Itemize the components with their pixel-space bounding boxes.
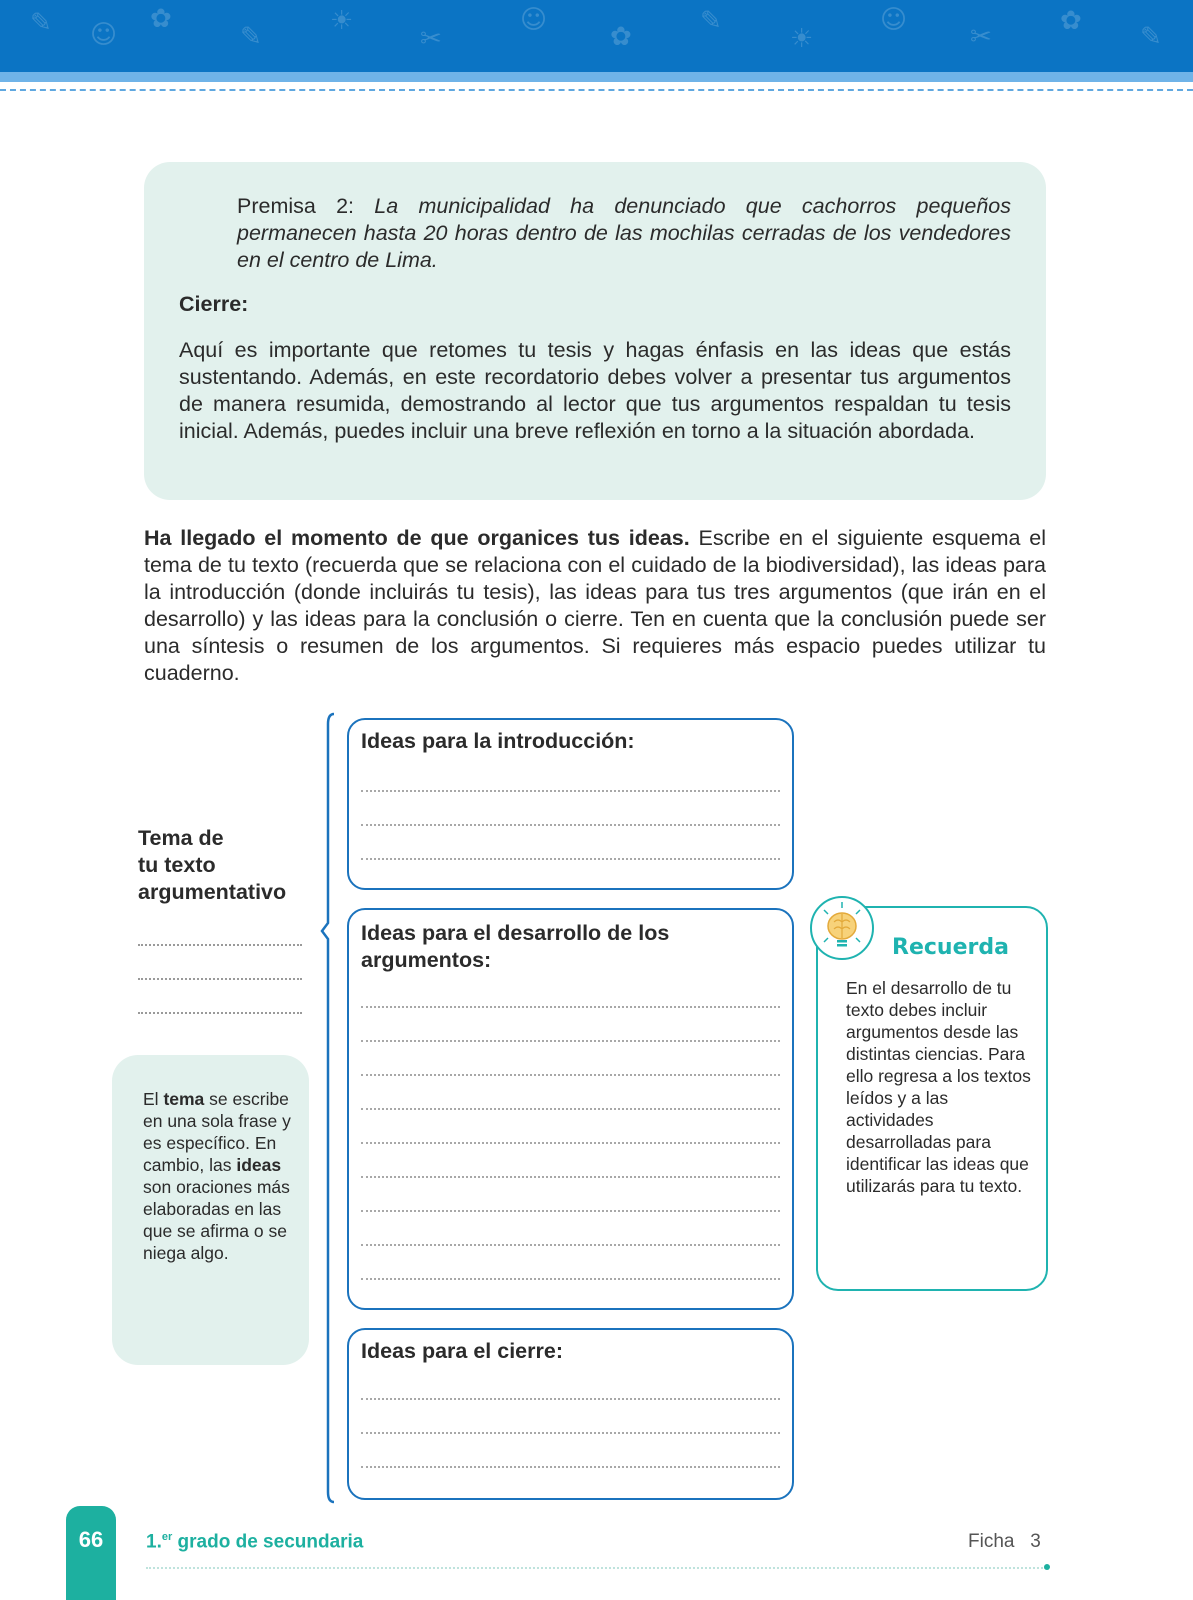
cierre-body: Aquí es importante que retomes tu tesis y hagas énfasis en las ideas que estás sustentando. Además, en este recordatorio debes volver a presentar tus argumentos de manera resumida, demostrando al lector que tus argumentos respaldan tu tesis inicial. Además, puedes incluir una breve reflexión en torno a la situación abordada. bbox=[179, 338, 1011, 443]
tip-text-part: son oraciones más elaboradas en las que se afirma o se niega algo. bbox=[143, 1177, 290, 1263]
doodle-icon: ☀ bbox=[790, 24, 814, 54]
header-banner bbox=[0, 0, 1193, 72]
tip-bold-ideas: ideas bbox=[236, 1155, 282, 1175]
cierre-write-line[interactable] bbox=[361, 1466, 780, 1468]
intro-write-line[interactable] bbox=[361, 824, 780, 826]
desarrollo-write-line[interactable] bbox=[361, 1244, 780, 1246]
grade-label bbox=[146, 1531, 363, 1553]
tip-text-part: se escribe en una sola frase y es específico. En cambio, las bbox=[143, 1089, 291, 1175]
doodle-icon: ✂ bbox=[970, 22, 992, 52]
doodle-icon: ☺ bbox=[90, 20, 118, 50]
desarrollo-write-line[interactable] bbox=[361, 1142, 780, 1144]
desarrollo-panel bbox=[347, 908, 794, 1310]
grade-number: 1. bbox=[146, 1531, 162, 1553]
intro-panel-title: Ideas para la introducción: bbox=[361, 729, 635, 753]
doodle-icon: ☺ bbox=[880, 5, 908, 35]
cierre-write-line[interactable] bbox=[361, 1432, 780, 1434]
desarrollo-write-line[interactable] bbox=[361, 1040, 780, 1042]
intro-panel bbox=[347, 718, 794, 890]
cierre-panel-title: Ideas para el cierre: bbox=[361, 1339, 563, 1363]
desarrollo-write-line[interactable] bbox=[361, 1278, 780, 1280]
cierre-panel bbox=[347, 1328, 794, 1500]
footer-divider bbox=[146, 1567, 1046, 1569]
footer-dot bbox=[1044, 1564, 1050, 1570]
grade-suffix: er bbox=[161, 1531, 173, 1543]
instructions-bold: Ha llegado el momento de que organices tus ideas. bbox=[144, 526, 690, 550]
doodle-icon: ✂ bbox=[420, 24, 442, 54]
instructions-paragraph bbox=[144, 525, 1046, 687]
tema-heading bbox=[138, 825, 318, 906]
desarrollo-write-line[interactable] bbox=[361, 1006, 780, 1008]
page-number-tab bbox=[66, 1506, 116, 1600]
cierre-write-line[interactable] bbox=[361, 1398, 780, 1400]
desarrollo-title-line-1: Ideas para el desarrollo de los bbox=[361, 921, 670, 945]
banner-dashed-divider bbox=[0, 89, 1193, 91]
tema-line-2: tu texto bbox=[138, 853, 216, 877]
doodle-icon: ☺ bbox=[520, 5, 548, 35]
desarrollo-panel-title bbox=[361, 920, 761, 974]
recuerda-title: Recuerda bbox=[892, 935, 1009, 960]
tema-write-line[interactable] bbox=[138, 1012, 302, 1014]
cierre-heading: Cierre: bbox=[179, 292, 249, 316]
tip-bold-tema: tema bbox=[163, 1089, 205, 1109]
banner-shade bbox=[0, 72, 1193, 82]
intro-write-line[interactable] bbox=[361, 790, 780, 792]
desarrollo-write-line[interactable] bbox=[361, 1074, 780, 1076]
intro-write-line[interactable] bbox=[361, 858, 780, 860]
doodle-icon: ✿ bbox=[150, 4, 172, 34]
tema-line-3: argumentativo bbox=[138, 880, 287, 904]
desarrollo-write-line[interactable] bbox=[361, 1176, 780, 1178]
brain-lightbulb-icon-svg bbox=[812, 898, 872, 958]
desarrollo-title-line-2: argumentos: bbox=[361, 948, 492, 972]
desarrollo-write-line[interactable] bbox=[361, 1108, 780, 1110]
tema-write-line[interactable] bbox=[138, 944, 302, 946]
instructions-rest: Escribe en el siguiente esquema el tema de tu texto (recuerda que se relaciona con el cuidado de la biodiversidad), las ideas para la introducción (donde incluirás tu tesis), las ideas para tus tres argumentos (que irán en el desarrollo) y las ideas para la conclusión o cierre. Ten en cuenta que la conclusión puede ser una síntesis o resumen de los argumentos. Si requieres más espacio puedes utilizar tu cuaderno. bbox=[144, 526, 1046, 685]
desarrollo-write-line[interactable] bbox=[361, 1210, 780, 1212]
brain-lightbulb-icon bbox=[810, 896, 874, 960]
ficha-label: Ficha 3 bbox=[968, 1531, 1041, 1552]
doodle-icon: ✎ bbox=[700, 6, 722, 36]
premise-2 bbox=[237, 193, 1011, 274]
premise-text: La municipalidad ha denunciado que cachorros pequeños permanecen hasta 20 horas dentro de las mochilas cerradas de los vendedores en el centro de Lima. bbox=[237, 194, 1012, 272]
doodle-icon: ✎ bbox=[240, 22, 262, 52]
tema-line-1: Tema de bbox=[138, 826, 224, 850]
doodle-icon: ☀ bbox=[330, 6, 354, 36]
doodle-icon: ✎ bbox=[30, 8, 52, 38]
doodle-icon: ✿ bbox=[610, 22, 632, 52]
page-number: 66 bbox=[78, 1527, 104, 1552]
premise-label: Premisa 2: bbox=[237, 194, 375, 218]
tip-text-part: El bbox=[143, 1089, 164, 1109]
tema-tip-text bbox=[143, 1088, 303, 1264]
doodle-icon: ✿ bbox=[1060, 6, 1082, 36]
doodle-icon: ✎ bbox=[1140, 22, 1162, 52]
tema-write-line[interactable] bbox=[138, 978, 302, 980]
grade-text: grado de secundaria bbox=[172, 1531, 364, 1553]
brace-connector bbox=[320, 712, 350, 1504]
recuerda-body: En el desarrollo de tu texto debes incluir argumentos desde las distintas ciencias. Para ello regresa a los textos leídos y a las actividades desarrolladas para identificar las ideas que utilizarás para tu texto. bbox=[846, 978, 1031, 1196]
